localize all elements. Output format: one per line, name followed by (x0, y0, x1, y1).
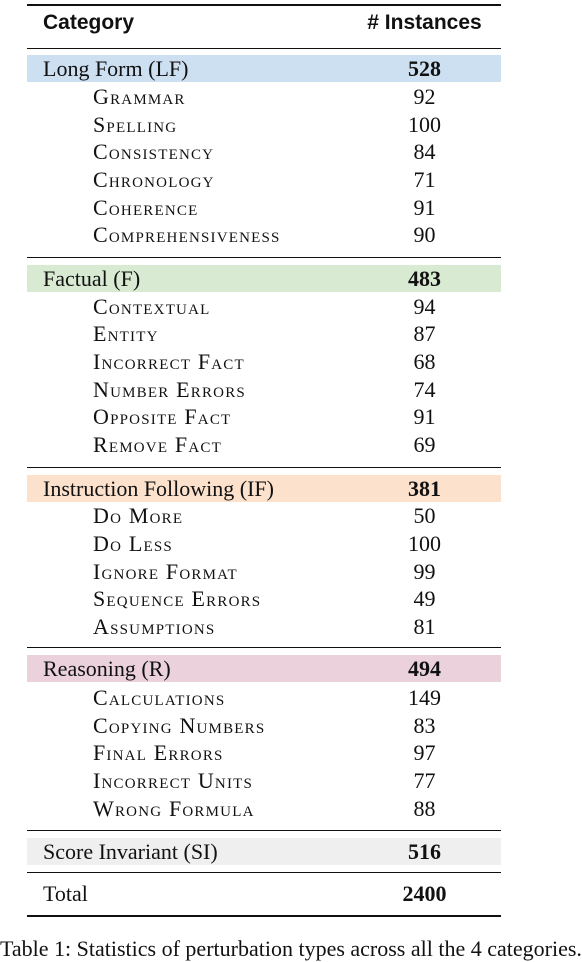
list-item: Grammar (93, 84, 186, 109)
list-item-value: 77 (413, 768, 436, 793)
group-label-factual: Factual (F) (43, 266, 141, 291)
table-bottom-rule (27, 915, 501, 917)
list-item: Do Less (93, 531, 173, 556)
list-item: Copying Numbers (93, 713, 266, 738)
group-total-score-invariant: 516 (408, 839, 441, 864)
list-item: Coherence (93, 195, 199, 220)
list-item-value: 100 (408, 112, 441, 137)
list-item: Consistency (93, 139, 215, 164)
header-rule (27, 48, 501, 49)
group-label-long-form: Long Form (LF) (43, 56, 189, 81)
table-top-rule (27, 4, 501, 6)
list-item: Entity (93, 321, 159, 346)
list-item-value: 81 (413, 614, 436, 639)
group-label-reasoning: Reasoning (R) (43, 656, 171, 681)
group-rule (27, 257, 501, 258)
list-item-value: 84 (413, 139, 436, 164)
group-total-instruction-following: 381 (408, 476, 441, 501)
group-label-instruction-following: Instruction Following (IF) (43, 476, 274, 501)
list-item: Remove Fact (93, 432, 222, 457)
group-total-long-form: 528 (408, 56, 441, 81)
list-item-value: 149 (408, 685, 441, 710)
list-item: Comprehensiveness (93, 222, 281, 247)
list-item: Contextual (93, 294, 211, 319)
list-item-value: 50 (413, 503, 436, 528)
list-item-value: 94 (413, 294, 436, 319)
group-rule (27, 830, 501, 831)
list-item-value: 91 (413, 404, 436, 429)
list-item: Opposite Fact (93, 404, 232, 429)
total-rule (27, 872, 501, 873)
header-instances: # Instances (367, 11, 482, 34)
list-item: Incorrect Units (93, 768, 254, 793)
header-category: Category (43, 11, 135, 34)
list-item-value: 69 (413, 432, 436, 457)
group-total-factual: 483 (408, 266, 441, 291)
group-label-score-invariant: Score Invariant (SI) (43, 839, 218, 864)
list-item: Incorrect Fact (93, 349, 245, 374)
list-item-value: 100 (408, 531, 441, 556)
list-item: Ignore Format (93, 559, 238, 584)
list-item-value: 68 (413, 349, 436, 374)
list-item-value: 91 (413, 195, 436, 220)
total-label: Total (43, 881, 88, 906)
list-item-value: 83 (413, 713, 436, 738)
list-item: Chronology (93, 167, 215, 192)
group-total-reasoning: 494 (408, 656, 441, 681)
table-caption: Table 1: Statistics of perturbation types across all the 4 categories. (0, 936, 582, 961)
list-item-value: 74 (413, 377, 436, 402)
list-item-value: 92 (413, 84, 436, 109)
total-value: 2400 (402, 881, 447, 906)
list-item: Do More (93, 503, 184, 528)
list-item-value: 97 (413, 740, 436, 765)
list-item-value: 90 (413, 222, 436, 247)
list-item-value: 49 (413, 586, 436, 611)
group-rule (27, 647, 501, 648)
list-item-value: 99 (413, 559, 436, 584)
list-item-value: 87 (413, 321, 436, 346)
group-rule (27, 467, 501, 468)
list-item: Number Errors (93, 377, 246, 402)
list-item: Spelling (93, 112, 178, 137)
list-item-value: 88 (413, 796, 436, 821)
list-item: Final Errors (93, 740, 224, 765)
list-item: Assumptions (93, 614, 216, 639)
list-item: Calculations (93, 685, 226, 710)
list-item: Wrong Formula (93, 796, 255, 821)
list-item: Sequence Errors (93, 586, 262, 611)
list-item-value: 71 (413, 167, 436, 192)
